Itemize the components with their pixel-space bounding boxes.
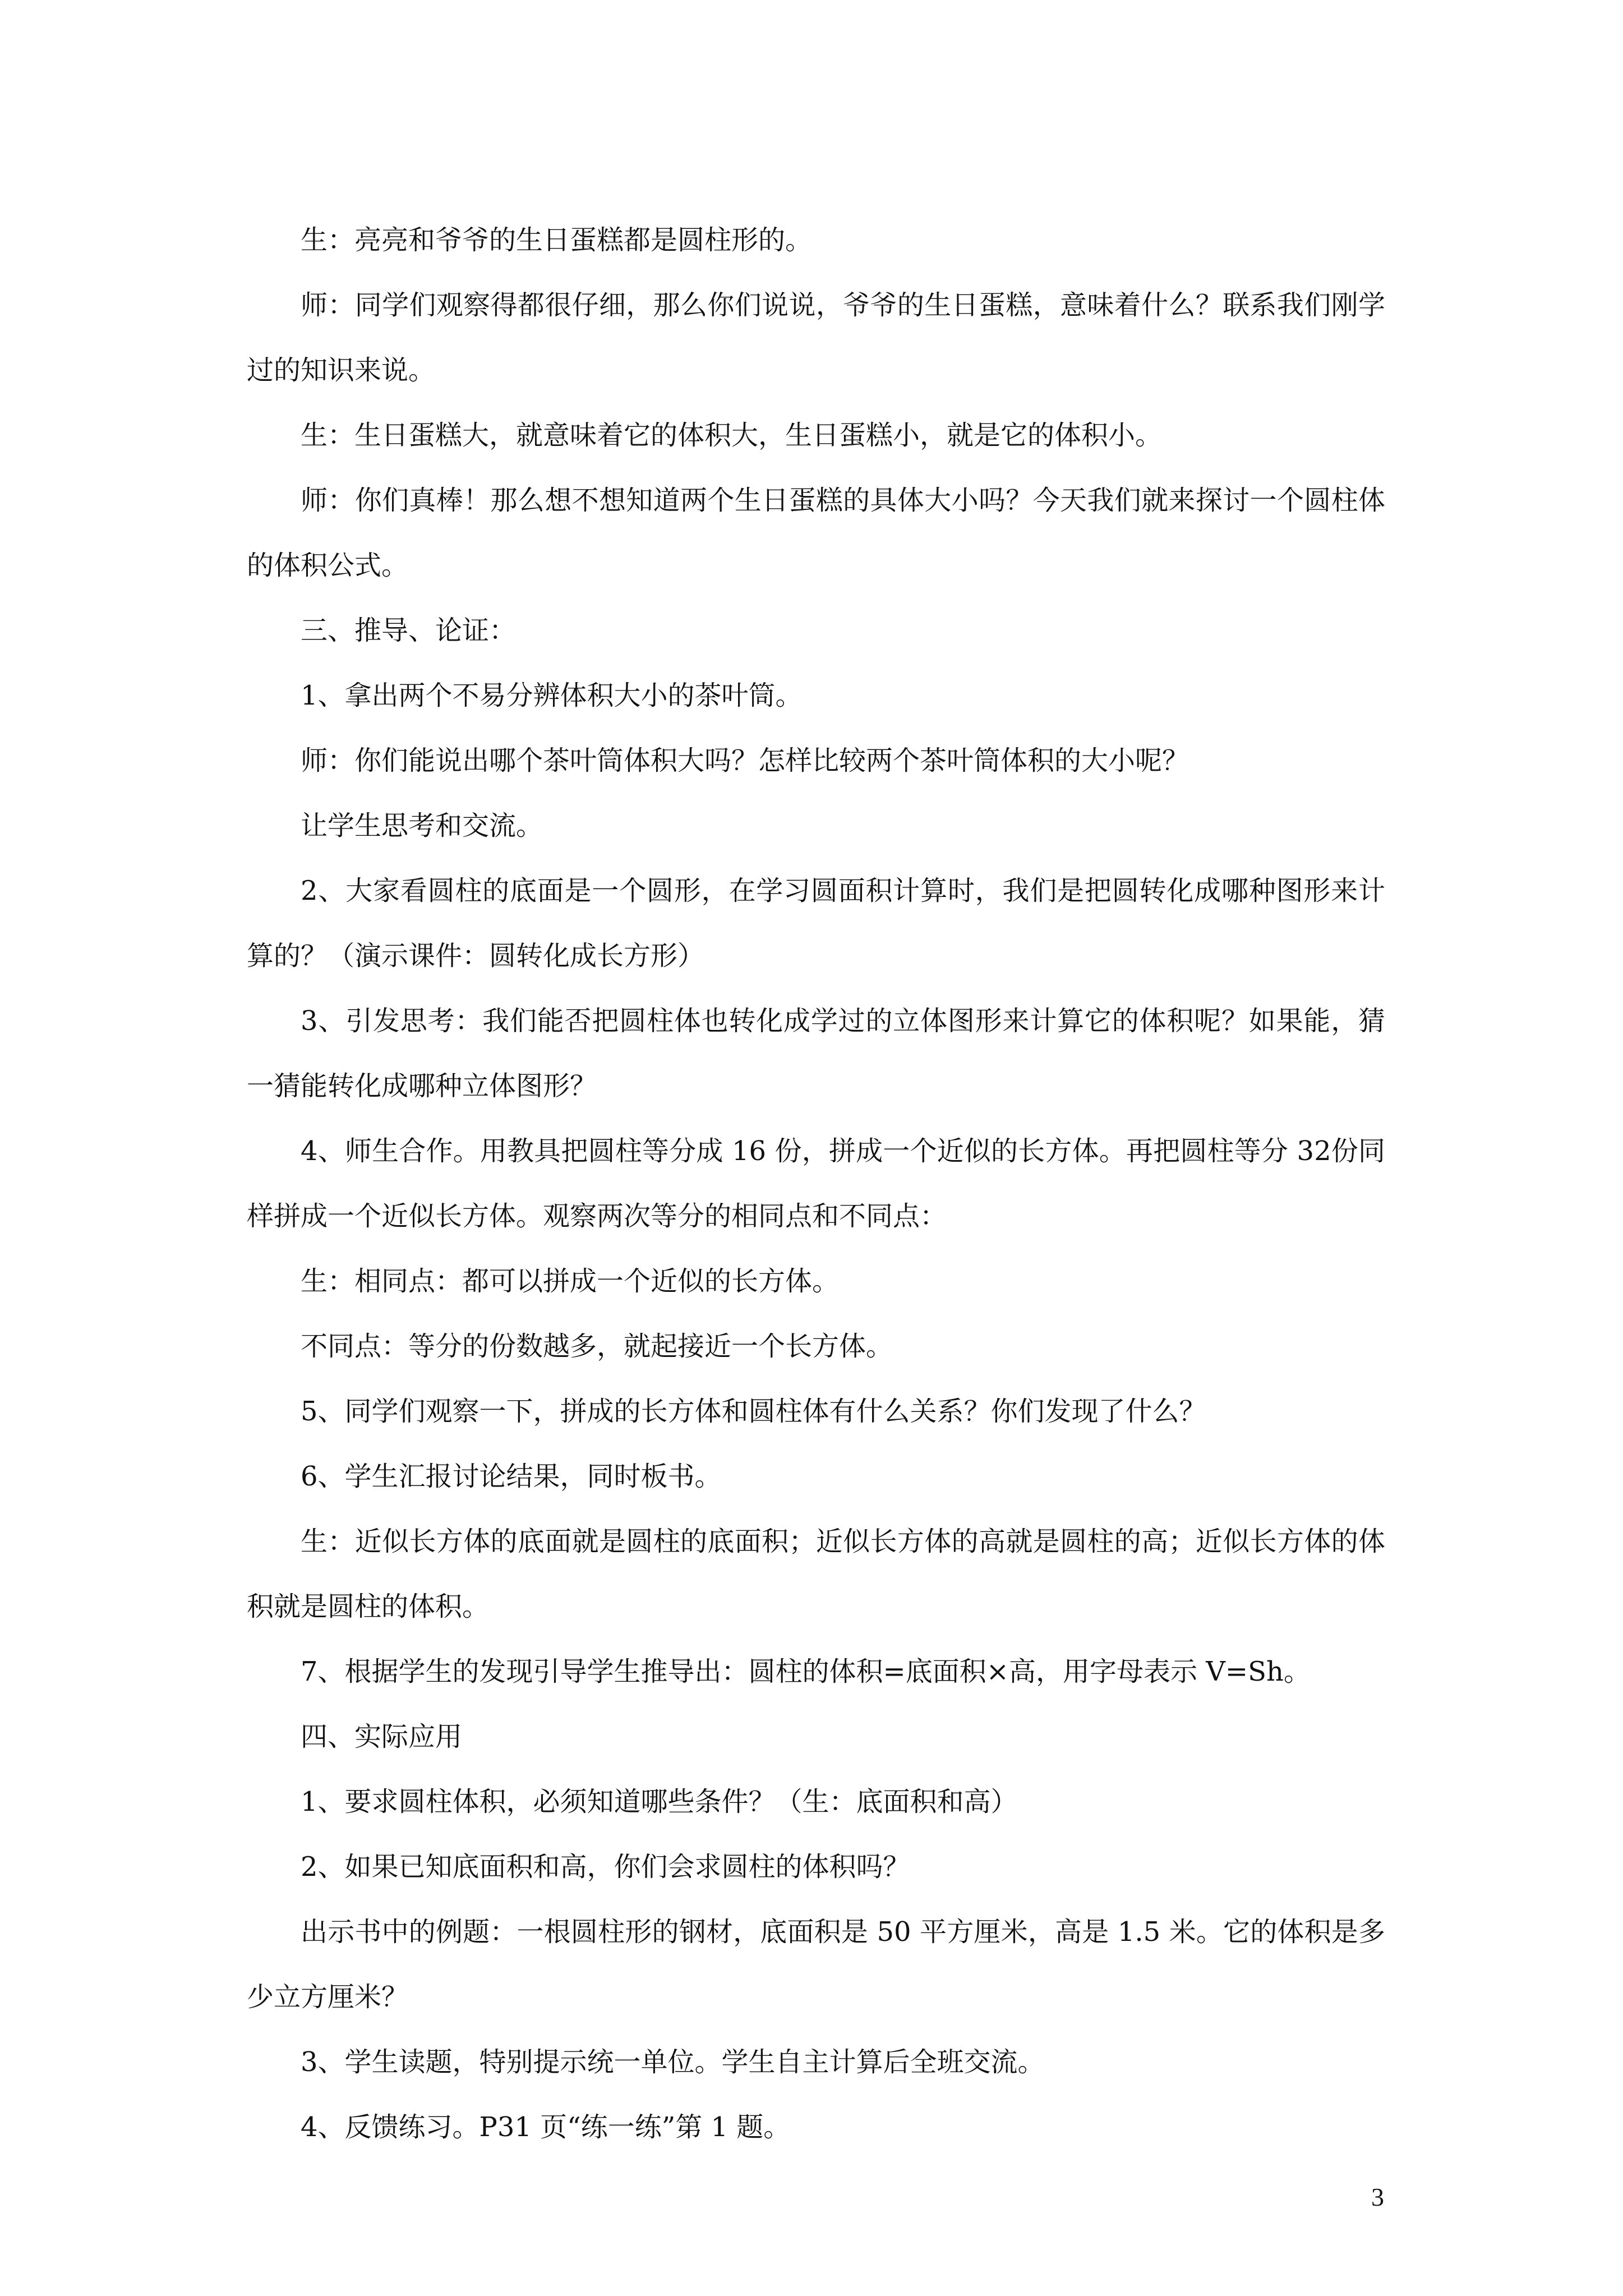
paragraph-17: 7、根据学生的发现引导学生推导出：圆柱的体积=底面积×高，用字母表示 V=Sh。 xyxy=(301,1656,1311,1687)
paragraph-23: 4、反馈练习。P31 页“练一练”第 1 题。 xyxy=(301,2111,791,2143)
paragraph-9: 2、大家看圆柱的底面是一个圆形，在学习圆面积计算时，我们是把圆转化成哪种图形来计算的？（演示课件：圆转化成长方形） xyxy=(247,875,1385,972)
section-heading-3: 三、推导、论证： xyxy=(301,615,517,646)
paragraph-1: 生：亮亮和爷爷的生日蛋糕都是圆柱形的。 xyxy=(301,224,813,256)
paragraph-19: 1、要求圆柱体积，必须知道哪些条件？（生：底面积和高） xyxy=(301,1786,1018,1818)
paragraph-4: 师：你们真棒！那么想不想知道两个生日蛋糕的具体大小吗？今天我们就来探讨一个圆柱体的体积公式。 xyxy=(247,485,1385,581)
paragraph-12: 生：相同点：都可以拼成一个近似的长方体。 xyxy=(301,1266,840,1297)
paragraph-13: 不同点：等分的份数越多，就起接近一个长方体。 xyxy=(301,1331,893,1362)
paragraph-6: 1、拿出两个不易分辨体积大小的茶叶筒。 xyxy=(301,680,803,711)
paragraph-16: 生：近似长方体的底面就是圆柱的底面积；近似长方体的高就是圆柱的高；近似长方体的体积就是圆柱的体积。 xyxy=(247,1526,1385,1622)
paragraph-10: 3、引发思考：我们能否把圆柱体也转化成学过的立体图形来计算它的体积呢？如果能，猜一猜能转化成哪种立体图形？ xyxy=(247,1005,1385,1102)
paragraph-21: 出示书中的例题：一根圆柱形的钢材，底面积是 50 平方厘米，高是 1.5 米。它的体积是多少立方厘米？ xyxy=(247,1916,1385,2013)
paragraph-8: 让学生思考和交流。 xyxy=(301,810,543,841)
section-heading-4: 四、实际应用 xyxy=(301,1721,463,1752)
page-content xyxy=(247,208,1385,2160)
paragraph-11: 4、师生合作。用教具把圆柱等分成 16 份，拼成一个近似的长方体。再把圆柱等分 32份同样拼成一个近似长方体。观察两次等分的相同点和不同点： xyxy=(247,1135,1385,1232)
paragraph-2: 师：同学们观察得都很仔细，那么你们说说，爷爷的生日蛋糕，意味着什么？联系我们刚学过的知识来说。 xyxy=(247,289,1385,386)
paragraph-14: 5、同学们观察一下，拼成的长方体和圆柱体有什么关系？你们发现了什么？ xyxy=(301,1396,1206,1427)
paragraph-20: 2、如果已知底面积和高，你们会求圆柱的体积吗？ xyxy=(301,1851,910,1883)
paragraph-3: 生：生日蛋糕大，就意味着它的体积大，生日蛋糕小，就是它的体积小。 xyxy=(301,420,1163,451)
paragraph-22: 3、学生读题，特别提示统一单位。学生自主计算后全班交流。 xyxy=(301,2046,1045,2078)
paragraph-15: 6、学生汇报讨论结果，同时板书。 xyxy=(301,1461,722,1492)
page-number: 3 xyxy=(1371,2183,1384,2211)
paragraph-7: 师：你们能说出哪个茶叶筒体积大吗？怎样比较两个茶叶筒体积的大小呢？ xyxy=(301,745,1189,776)
